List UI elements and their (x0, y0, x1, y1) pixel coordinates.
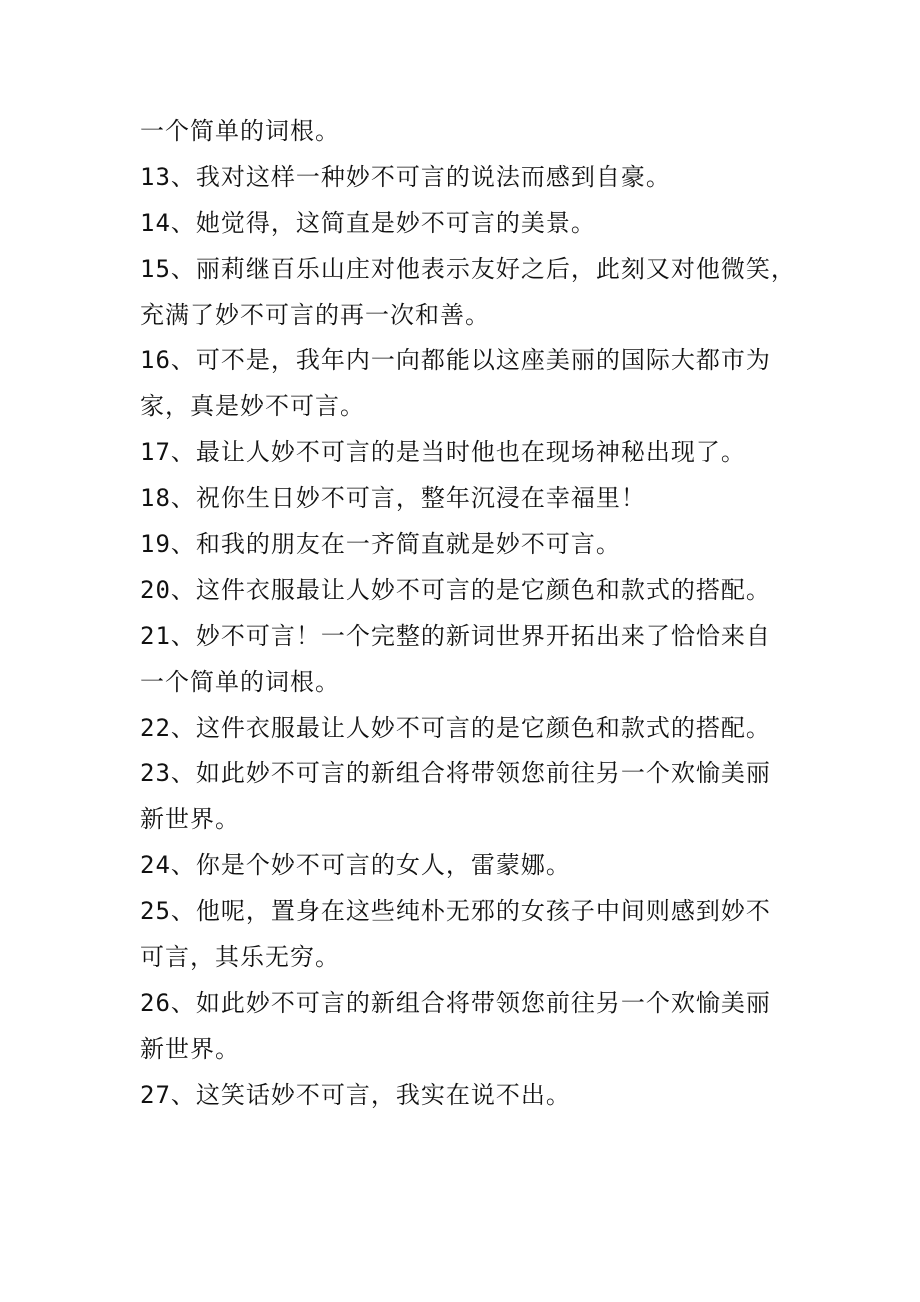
text-line: 18、祝你生日妙不可言，整年沉浸在幸福里！ (140, 484, 646, 513)
text-line: 25、他呢，置身在这些纯朴无邪的女孩子中间则感到妙不 (140, 897, 771, 926)
text-line: 27、这笑话妙不可言，我实在说不出。 (140, 1080, 571, 1109)
text-line: 13、我对这样一种妙不可言的说法而感到自豪。 (140, 162, 671, 191)
text-line: 15、丽莉继百乐山庄对他表示友好之后，此刻又对他微笑， (140, 254, 796, 283)
text-line: 一个简单的词根。 (140, 117, 340, 145)
text-line: 22、这件衣服最让人妙不可言的是它颜色和款式的搭配。 (140, 713, 771, 742)
text-line: 14、她觉得，这简直是妙不可言的美景。 (140, 208, 596, 237)
text-line: 可言，其乐无穷。 (140, 943, 340, 972)
text-line: 21、妙不可言！一个完整的新词世界开拓出来了恰恰来自 (140, 621, 771, 650)
text-line: 新世界。 (140, 805, 240, 834)
text-line: 16、可不是，我年内一向都能以这座美丽的国际大都市为 (140, 346, 771, 375)
text-line: 17、最让人妙不可言的是当时他也在现场神秘出现了。 (140, 438, 746, 467)
text-line: 一个简单的词根。 (140, 667, 340, 696)
text-line: 26、如此妙不可言的新组合将带领您前往另一个欢愉美丽 (140, 988, 771, 1017)
body-text (140, 109, 796, 1119)
text-line: 充满了妙不可言的再一次和善。 (140, 300, 490, 329)
text-line: 23、如此妙不可言的新组合将带领您前往另一个欢愉美丽 (140, 759, 771, 788)
text-line: 20、这件衣服最让人妙不可言的是它颜色和款式的搭配。 (140, 575, 771, 604)
text-line: 新世界。 (140, 1034, 240, 1063)
text-line: 家，真是妙不可言。 (140, 392, 365, 421)
text-line: 24、你是个妙不可言的女人，雷蒙娜。 (140, 851, 571, 880)
text-line: 19、和我的朋友在一齐简直就是妙不可言。 (140, 530, 621, 559)
